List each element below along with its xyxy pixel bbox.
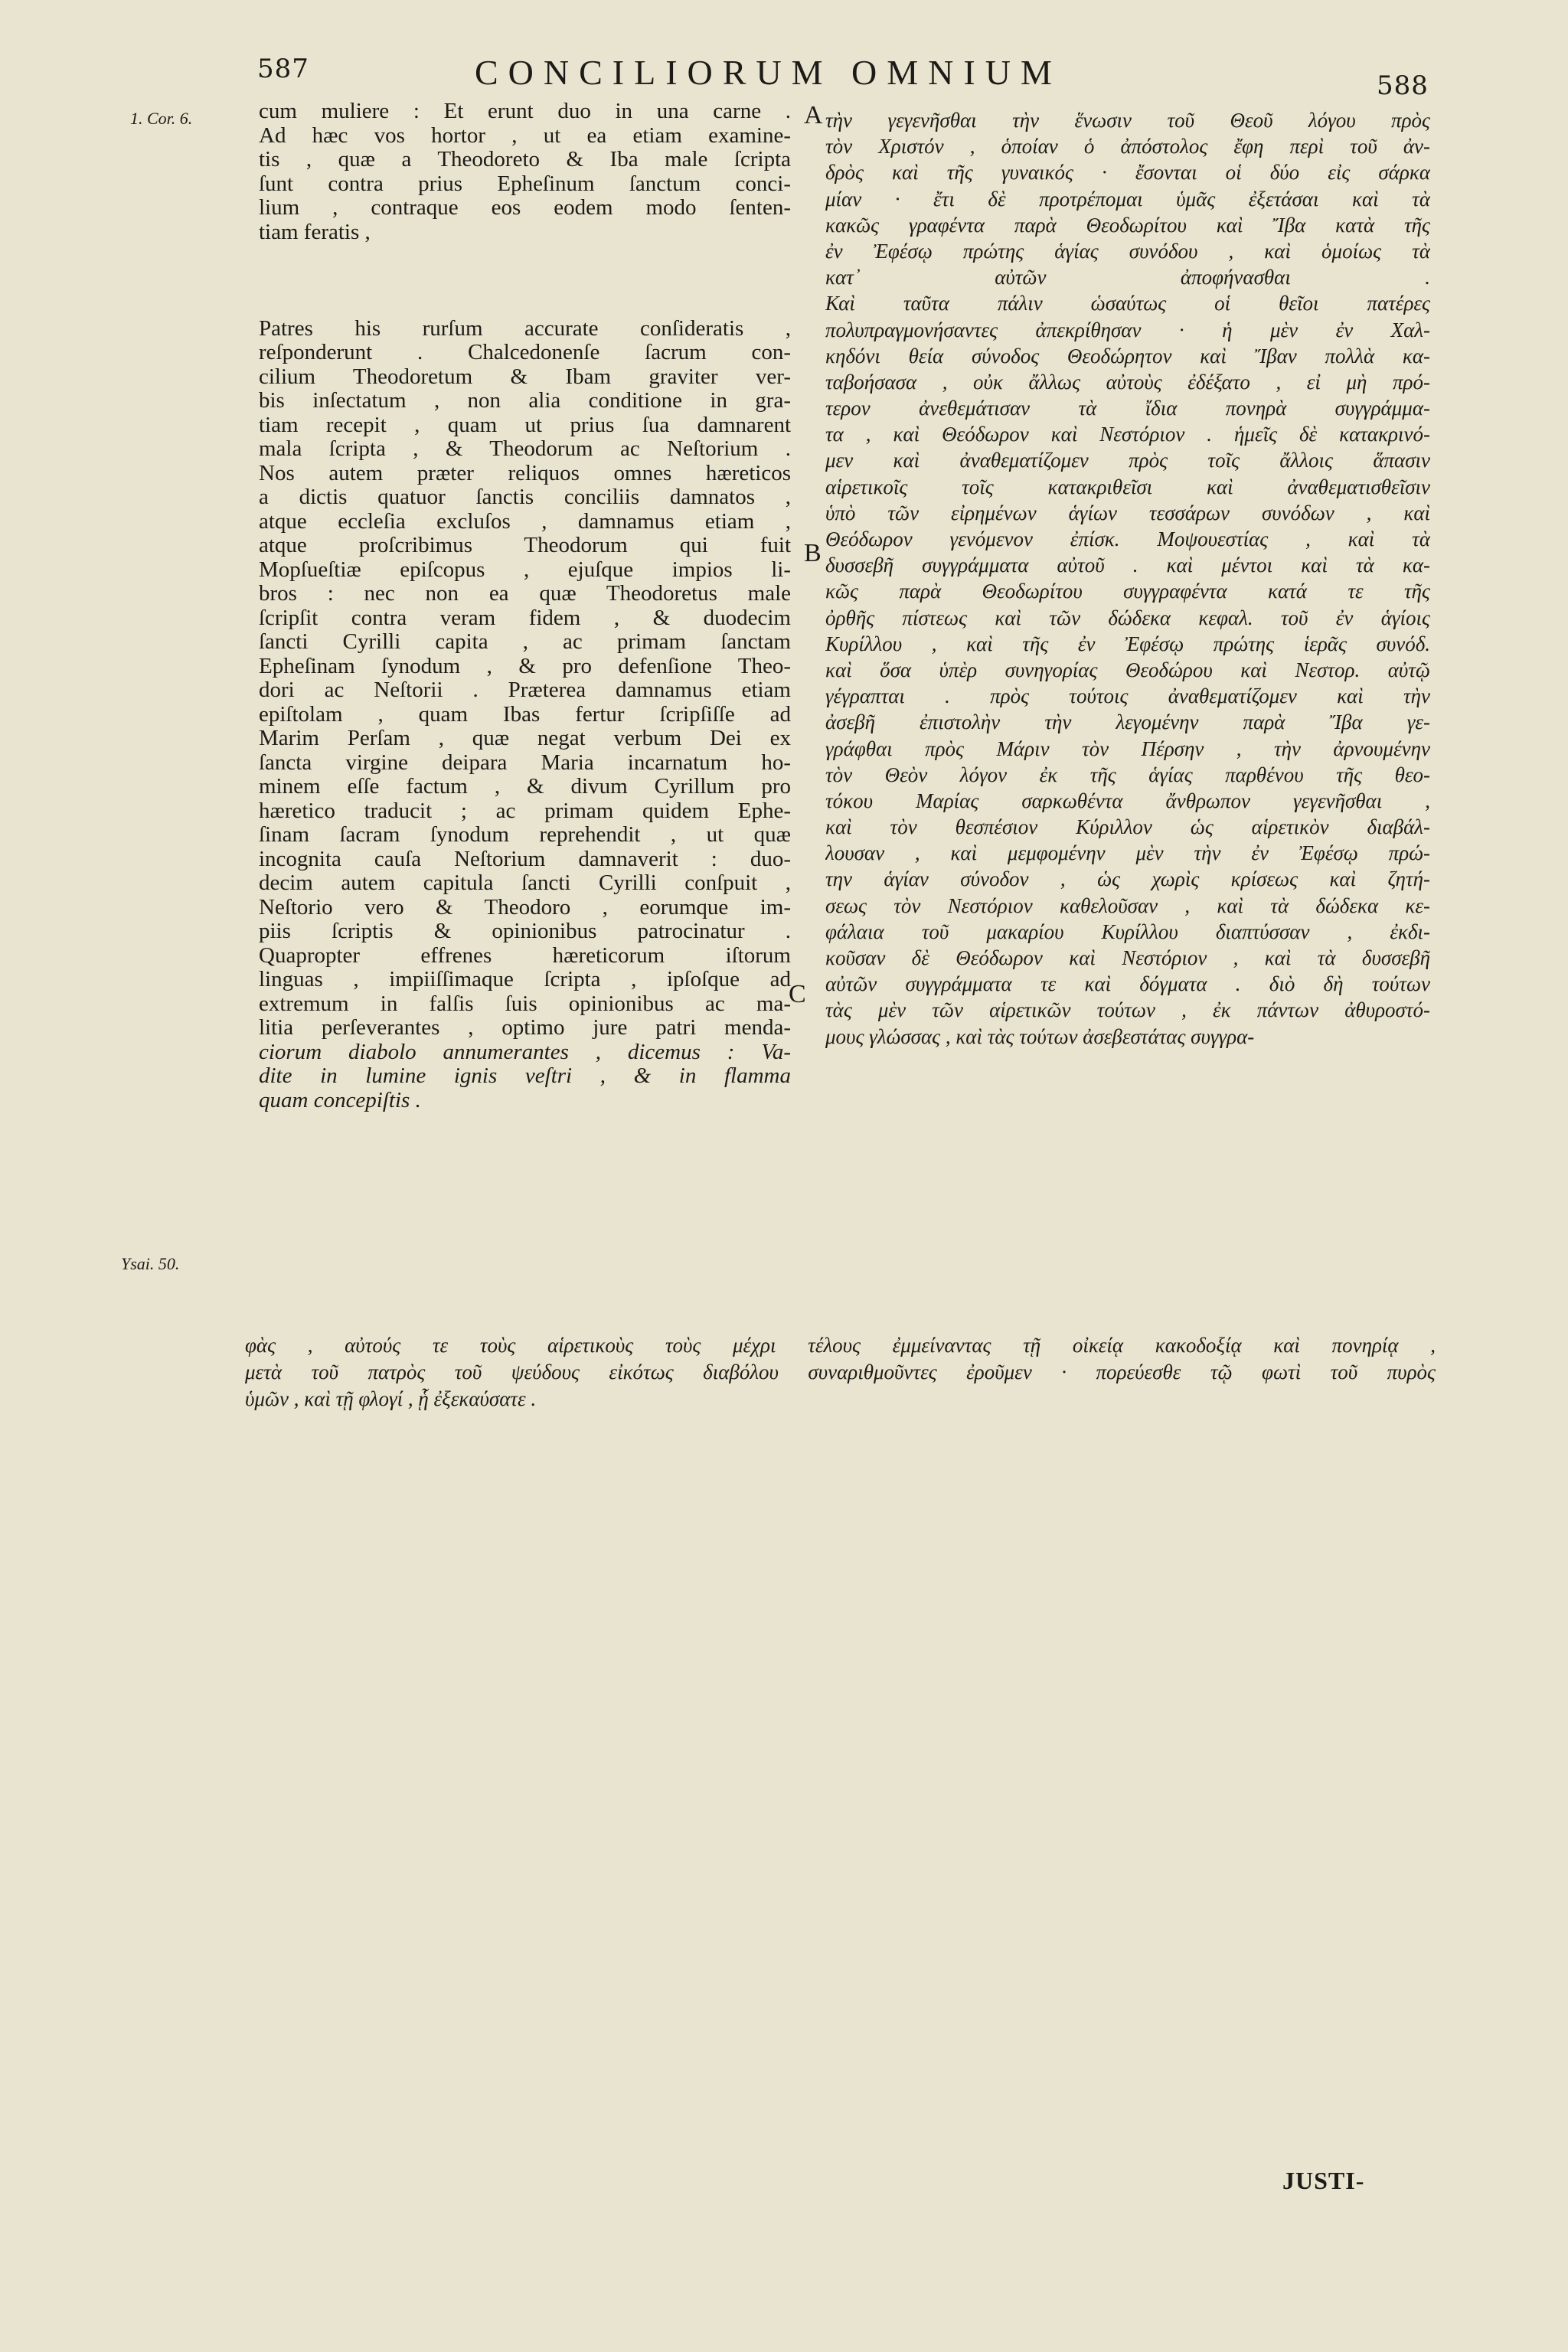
text-line: μίαν · ἔτι δὲ προτρέπομαι ὑμᾶς ἐξετάσαι καὶ τὰ (825, 187, 1430, 211)
text-line: μους γλώσσας , καὶ τὰς τούτων ἀσεβεστάτας συγγρα- (825, 1024, 1255, 1048)
catchword: JUSTI- (1282, 2167, 1365, 2194)
text-line (259, 292, 791, 317)
text-line: μετὰ τοῦ πατρὸς τοῦ ψεύδους εἰκότως διαβόλου συναριθμοῦντες ἐροῦμεν · πορεύεσθε τῷ φωτὶ τοῦ πυρὸς (245, 1361, 1436, 1383)
text-line: ſinam ſacram ſynodum reprehendit , ut quæ (259, 823, 791, 847)
text-line: Epheſinam ſynodum , & pro defenſione Theo- (259, 654, 791, 678)
text-line: δυσσεβῆ συγγράμματα αὐτοῦ . καὶ μέντοι καὶ τὰ κα- (825, 554, 1430, 577)
text-line: φάλαια τοῦ μακαρίου Κυρίλλου διαπτύσσαν , ἐκδι- (825, 920, 1430, 943)
text-line: cum muliere : Et erunt duo in una carne . (259, 100, 791, 123)
text-line: tiam feratis , (259, 220, 371, 244)
text-line: linguas , impiiſſimaque ſcripta , ipſoſque ad (259, 968, 791, 991)
text-line: κῶς παρὰ Θεοδωρίτου συγγραφέντα κατά τε τῆς (825, 580, 1430, 603)
text-line: ὀρθῆς πίστεως καὶ τῶν δώδεκα κεφαλ. τοῦ ἐν ἁγίοις (825, 606, 1430, 629)
page-number-left: 587 (257, 54, 309, 84)
margin-note-isaiah: Ysai. 50. (121, 1254, 180, 1273)
text-line: ταβοήσασα , οὐκ ἄλλως αὐτοὺς ἐδέξατο , εἰ μὴ πρό- (825, 370, 1430, 394)
text-line: hæretico traducit ; ac primam quidem Ephe- (259, 799, 791, 823)
text-line: κοῦσαν δὲ Θεόδωρον καὶ Νεστόριον , καὶ τὰ δυσσεβῆ (825, 946, 1430, 969)
text-line: minem eſſe factum , & divum Cyrillum pro (259, 775, 791, 799)
text-line: γέγραπται . πρὸς τούτοις ἀναθεματίζομεν καὶ τὴν (825, 684, 1430, 708)
page-number-right: 588 (1377, 70, 1429, 101)
text-line: ſcripſit contra veram fidem , & duodecim (259, 606, 791, 630)
text-line: Neſtorio vero & Theodoro , eorumque im- (259, 895, 791, 920)
text-line: lium , contraque eos eodem modo ſenten- (259, 196, 791, 220)
text-line: Quapropter effrenes hæreticorum iſtorum (259, 943, 791, 968)
text-line: Mopſueſtiæ epiſcopus , ejuſque impios li- (259, 557, 791, 582)
text-line: reſponderunt . Chalcedonenſe ſacrum con- (259, 341, 791, 364)
text-line: Patres his rurſum accurate conſideratis , (259, 316, 791, 341)
text-line: mala ſcripta , & Theodorum ac Neſtorium . (259, 437, 791, 461)
text-line: την ἁγίαν σύνοδον , ὡς χωρὶς κρίσεως καὶ ζητή- (825, 867, 1430, 891)
text-line: τὸν Χριστόν , ὁποίαν ὁ ἀπόστολος ἔφη περὶ τοῦ ἀν- (825, 135, 1430, 158)
text-line: Κυρίλλου , καὶ τῆς ἐν Ἐφέσῳ πρώτης ἱερᾶς συνόδ. (825, 632, 1430, 655)
text-line: ἐν Ἐφέσῳ πρώτης ἁγίας συνόδου , καὶ ὁμοίως τὰ (825, 239, 1430, 263)
text-line: epiſtolam , quam Ibas fertur ſcripſiſſe ad (259, 702, 791, 727)
section-letter-a: A (804, 101, 823, 129)
text-line: ſunt contra prius Epheſinum ſanctum conci- (259, 172, 791, 196)
text-line: ἀσεβῆ ἐπιστολὴν τὴν λεγομένην παρὰ Ἴβα γε- (825, 710, 1430, 734)
text-line: Καὶ ταῦτα πάλιν ὡσαύτως οἱ θεῖοι πατέρες (825, 292, 1430, 315)
margin-note-corinthians: 1. Cor. 6. (130, 109, 193, 128)
text-line: τὰς μὲν τῶν αἱρετικῶν τούτων , ἐκ πάντων ἀθυροστό- (825, 998, 1430, 1022)
text-line: quam concepiſtis . (259, 1088, 421, 1112)
text-line: atque eccleſia excluſos , damnamus etiam , (259, 509, 791, 534)
text-line: αὐτῶν συγγράμματα τε καὶ δόγματα . διὸ δὴ τούτων (825, 972, 1430, 996)
text-line: τα , καὶ Θεόδωρον καὶ Νεστόριον . ἡμεῖς δὲ κατακρινό- (825, 423, 1430, 446)
text-line: Marim Perſam , quæ negat verbum Dei ex (259, 727, 791, 750)
text-line (259, 244, 791, 269)
text-line: φὰς , αὐτούς τε τοὺς αἱρετικοὺς τοὺς μέχρι τέλους ἐμμείναντας τῇ οἰκείᾳ κακοδοξίᾳ καὶ πονηρίᾳ , (245, 1334, 1436, 1357)
text-line: πολυπραγμονήσαντες ἀπεκρίθησαν · ἡ μὲν ἐν Χαλ- (825, 318, 1430, 341)
text-line: tiam recepit , quam ut prius ſua damnarent (259, 413, 791, 437)
text-line: dite in lumine ignis veſtri , & in flamma (259, 1064, 791, 1088)
text-line: καὶ ὅσα ὑπὲρ συνηγορίας Θεοδώρου καὶ Νεστορ. αὐτῷ (825, 658, 1430, 681)
greek-full-width-text (245, 1332, 1436, 1413)
text-line: τὴν γεγενῆσθαι τὴν ἕνωσιν τοῦ Θεοῦ λόγου πρὸς (825, 109, 1430, 132)
text-line: αἱρετικοῖς τοῖς κατακριθεῖσι καὶ ἀναθεματισθεῖσιν (825, 475, 1430, 498)
text-line: dori ac Neſtorii . Præterea damnamus etiam (259, 678, 791, 702)
text-line: κατ᾽ αὐτῶν ἀποφήνασθαι . (825, 266, 1430, 289)
text-line: ὑπὸ τῶν εἰρημένων ἁγίων τεσσάρων συνόδων , καὶ (825, 501, 1430, 524)
text-line: γράφθαι πρὸς Μάριν τὸν Πέρσην , τὴν ἀρνουμένην (825, 737, 1430, 760)
text-line: ſancta virgine deipara Maria incarnatum ho- (259, 750, 791, 775)
text-line: σεως τὸν Νεστόριον καθελοῦσαν , καὶ τὰ δώδεκα κε- (825, 893, 1430, 917)
text-line: τόκου Μαρίας σαρκωθέντα ἄνθρωπον γεγενῆσθαι , (825, 789, 1430, 812)
text-line: ὑμῶν , καὶ τῇ φλογί , ᾗ ἐξεκαύσατε . (245, 1387, 537, 1410)
text-line: bros : nec non ea quæ Theodoretus male (259, 582, 791, 606)
greek-column (825, 107, 1430, 1050)
text-line: Θεόδωρον γενόμενον ἐπίσκ. Μοψουεστίας , καὶ τὰ (825, 528, 1430, 550)
running-title: CONCILIORUM OMNIUM (475, 53, 1062, 92)
text-line: τερον ἀνεθεμάτισαν τὰ ἴδια πονηρὰ συγγράμμα- (825, 397, 1430, 420)
text-line: bis inſectatum , non alia conditione in gra- (259, 389, 791, 413)
text-line: extremum in falſis ſuis opinionibus ac ma- (259, 991, 791, 1016)
text-line: καὶ τὸν θεσπέσιον Κύριλλον ὡς αἱρετικὸν διαβάλ- (825, 815, 1430, 839)
text-line: Ad hæc vos hortor , ut ea etiam examine- (259, 123, 791, 148)
text-line: ciorum diabolo annumerantes , dicemus : Va- (259, 1040, 791, 1064)
section-letter-c: C (789, 980, 806, 1008)
text-line: κακῶς γραφέντα παρὰ Θεοδωρίτου καὶ Ἴβα κατὰ τῆς (825, 213, 1430, 237)
text-line: δρὸς καὶ τῆς γυναικός · ἔσονται οἱ δύο εἰς σάρκα (825, 161, 1430, 185)
text-line: τὸν Θεὸν λόγον ἐκ τῆς ἁγίας παρθένου τῆς θεο- (825, 763, 1430, 786)
text-line: incognita cauſa Neſtorium damnaverit : duo- (259, 847, 791, 871)
text-line: κηδόνι θεία σύνοδος Θεοδώρητον καὶ Ἴβαν πολλὰ κα- (825, 344, 1430, 368)
text-line: ſancti Cyrilli capita , ac primam ſanctam (259, 630, 791, 654)
text-line: decim autem capitula ſancti Cyrilli conſpuit , (259, 871, 791, 895)
text-line: Nos autem præter reliquos omnes hæreticos (259, 461, 791, 485)
text-line: litia perſeverantes , optimo jure patri menda- (259, 1016, 791, 1040)
text-line: cilium Theodoretum & Ibam graviter ver- (259, 364, 791, 389)
text-line: piis ſcriptis & opinionibus patrocinatur . (259, 920, 791, 943)
text-line: λουσαν , καὶ μεμφομένην μὲν τὴν ἐν Ἐφέσῳ πρώ- (825, 841, 1430, 865)
section-letter-b: B (804, 539, 822, 567)
latin-column (259, 100, 791, 1112)
text-line: μεν καὶ ἀναθεματίζομεν πρὸς τοῖς ἄλλοις ἅπασιν (825, 449, 1430, 472)
text-line (259, 269, 791, 293)
text-line: tis , quæ a Theodoreto & Iba male ſcripta (259, 148, 791, 172)
text-line: atque proſcribimus Theodorum qui fuit (259, 534, 791, 557)
text-line: a dictis quatuor ſanctis conciliis damnatos , (259, 485, 791, 509)
